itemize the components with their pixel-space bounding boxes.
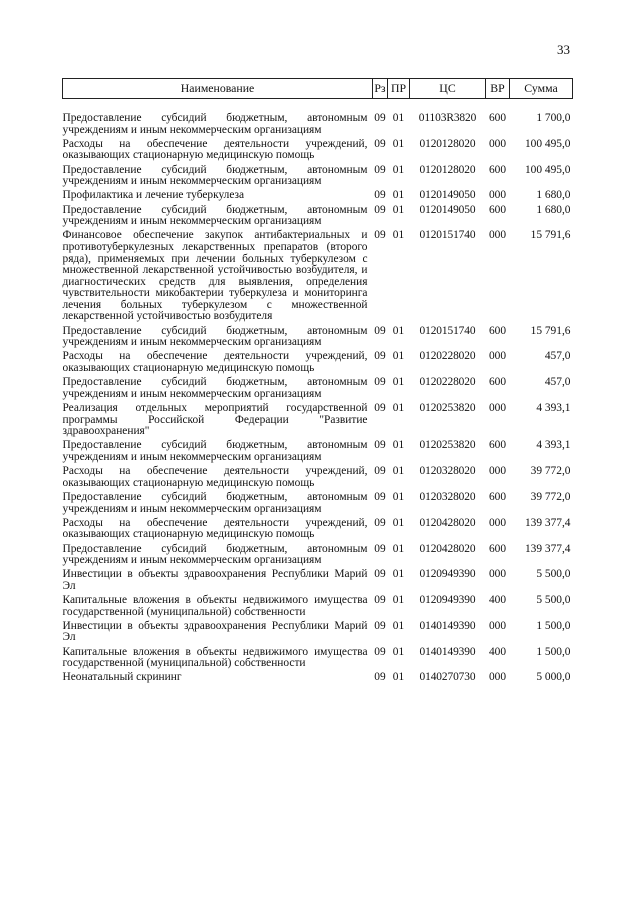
cell-rz: 09 <box>374 516 386 529</box>
column-header-name: Наименование <box>63 79 373 99</box>
table-row <box>63 326 573 352</box>
cell-rz: 09 <box>374 568 386 581</box>
cell-vr: 600 <box>488 376 507 389</box>
cell-cs: 0120328020 <box>419 465 476 478</box>
cell-cs: 0120428020 <box>419 516 476 529</box>
cell-rz: 09 <box>374 619 386 632</box>
cell-rz: 09 <box>374 439 386 452</box>
cell-pr: 01 <box>392 112 405 124</box>
cell-cs: 0120128020 <box>419 137 476 150</box>
cell-vr: 000 <box>488 402 507 414</box>
cell-rz: 09 <box>374 645 386 658</box>
cell-pr: 01 <box>392 568 405 581</box>
cell-name: Профилактика и лечение туберкулеза <box>62 189 245 202</box>
cell-name: Предоставление субсидий бюджетным, автономным учреждениям и иным некоммерческим организациям <box>62 376 368 400</box>
cell-pr: 01 <box>392 439 405 452</box>
cell-sum: 457,0 <box>544 376 571 389</box>
cell-cs: 0120151740 <box>419 324 476 337</box>
cell-cs: 0120949390 <box>419 568 476 581</box>
cell-name: Предоставление субсидий бюджетным, автономным учреждениям и иным некоммерческим организациям <box>62 163 368 188</box>
page-number: 33 <box>557 42 570 57</box>
cell-name: Капитальные вложения в объекты недвижимого имущества государственной (муниципальной) собственности <box>62 645 368 670</box>
table-row <box>63 466 573 492</box>
table-row <box>63 544 573 570</box>
cell-pr: 01 <box>392 542 405 555</box>
cell-pr: 01 <box>392 402 405 414</box>
cell-pr: 01 <box>392 376 405 389</box>
cell-rz: 09 <box>374 350 386 363</box>
table-row <box>63 569 573 595</box>
cell-sum: 4 393,1 <box>536 439 571 452</box>
column-header-cs: ЦС <box>410 79 486 99</box>
cell-name: Капитальные вложения в объекты недвижимого имущества государственной (муниципальной) собственности <box>62 594 368 618</box>
cell-cs: 01103R3820 <box>418 112 477 124</box>
header-spacer <box>63 99 573 114</box>
cell-name: Предоставление субсидий бюджетным, автономным учреждениям и иным некоммерческим организациям <box>62 439 368 463</box>
cell-vr: 000 <box>488 516 507 529</box>
table-row <box>63 440 573 466</box>
cell-pr: 01 <box>392 324 405 337</box>
cell-pr: 01 <box>392 671 405 684</box>
cell-vr: 000 <box>488 671 507 684</box>
cell-vr: 000 <box>488 350 507 363</box>
cell-rz: 09 <box>374 324 386 337</box>
cell-sum: 4 393,1 <box>536 402 571 414</box>
cell-vr: 000 <box>488 568 507 581</box>
cell-vr: 600 <box>488 490 507 503</box>
cell-vr: 400 <box>488 645 507 658</box>
cell-rz: 09 <box>374 594 386 607</box>
cell-rz: 09 <box>374 203 386 216</box>
cell-sum: 100 495,0 <box>524 137 571 150</box>
cell-vr: 600 <box>488 203 507 216</box>
cell-rz: 09 <box>374 137 386 150</box>
cell-vr: 000 <box>488 619 507 632</box>
cell-pr: 01 <box>392 594 405 607</box>
cell-name: Неонатальный скрининг <box>62 671 182 684</box>
cell-rz: 09 <box>374 465 386 478</box>
cell-rz: 09 <box>374 402 386 414</box>
cell-pr: 01 <box>392 350 405 363</box>
cell-name: Расходы на обеспечение деятельности учреждений, оказывающих стационарную медицинскую помощь <box>62 465 368 489</box>
cell-sum: 5 000,0 <box>536 671 571 684</box>
cell-name: Реализация отдельных мероприятий государственной программы Российской Федерации "Развитие здравоохранения" <box>62 402 368 438</box>
cell-cs: 0120428020 <box>419 542 476 555</box>
cell-sum: 1 500,0 <box>536 645 571 658</box>
table-row <box>63 595 573 621</box>
table-row <box>63 492 573 518</box>
cell-rz: 09 <box>374 376 386 389</box>
cell-sum: 39 772,0 <box>530 490 571 503</box>
cell-cs: 0120149050 <box>419 189 476 202</box>
column-header-vr: ВР <box>486 79 510 99</box>
cell-cs: 0120151740 <box>419 229 476 242</box>
cell-pr: 01 <box>392 619 405 632</box>
cell-pr: 01 <box>392 137 405 150</box>
table-row <box>63 621 573 647</box>
cell-name: Расходы на обеспечение деятельности учреждений, оказывающих стационарную медицинскую помощь <box>62 137 368 162</box>
table-body <box>63 99 573 687</box>
cell-name: Предоставление субсидий бюджетным, автономным учреждениям и иным некоммерческим организациям <box>62 542 368 567</box>
cell-sum: 1 500,0 <box>536 619 571 632</box>
cell-name: Расходы на обеспечение деятельности учреждений, оказывающих стационарную медицинскую помощь <box>62 350 368 375</box>
table-row <box>63 190 573 204</box>
table-row <box>63 518 573 544</box>
column-header-rz: Рз <box>373 79 388 99</box>
cell-sum: 139 377,4 <box>524 516 571 529</box>
cell-vr: 600 <box>488 324 507 337</box>
cell-vr: 000 <box>488 229 507 242</box>
cell-pr: 01 <box>392 645 405 658</box>
table-row <box>63 403 573 440</box>
cell-rz: 09 <box>374 229 386 242</box>
cell-rz: 09 <box>374 542 386 555</box>
cell-cs: 0120949390 <box>419 594 476 607</box>
cell-sum: 15 791,6 <box>530 324 571 337</box>
cell-vr: 000 <box>488 465 507 478</box>
cell-rz: 09 <box>374 671 386 684</box>
cell-cs: 0140270730 <box>419 671 476 684</box>
cell-sum: 100 495,0 <box>524 163 571 176</box>
budget-table <box>62 78 573 687</box>
cell-pr: 01 <box>392 465 405 478</box>
table-row <box>63 205 573 231</box>
cell-pr: 01 <box>392 229 405 242</box>
cell-vr: 600 <box>488 112 507 124</box>
table-row <box>63 139 573 165</box>
cell-vr: 600 <box>488 542 507 555</box>
cell-vr: 400 <box>488 594 507 607</box>
table-header-row <box>63 79 573 99</box>
cell-sum: 1 680,0 <box>536 203 571 216</box>
cell-name: Инвестиции в объекты здравоохранения Республики Марий Эл <box>62 619 368 644</box>
cell-name: Инвестиции в объекты здравоохранения Республики Марий Эл <box>62 568 368 592</box>
cell-rz: 09 <box>374 163 386 176</box>
cell-cs: 0120228020 <box>419 376 476 389</box>
cell-vr: 600 <box>488 439 507 452</box>
cell-pr: 01 <box>392 490 405 503</box>
cell-cs: 0140149390 <box>419 645 476 658</box>
cell-pr: 01 <box>392 189 405 202</box>
table-row <box>63 165 573 191</box>
cell-name: Предоставление субсидий бюджетным, автономным учреждениям и иным некоммерческим организациям <box>62 490 368 515</box>
cell-cs: 0120149050 <box>419 203 476 216</box>
cell-sum: 457,0 <box>544 350 571 363</box>
cell-rz: 09 <box>374 490 386 503</box>
cell-cs: 0120328020 <box>419 490 476 503</box>
table-row <box>63 672 573 686</box>
table-row <box>63 351 573 377</box>
cell-sum: 139 377,4 <box>524 542 571 555</box>
cell-pr: 01 <box>392 516 405 529</box>
cell-sum: 5 500,0 <box>536 594 571 607</box>
cell-cs: 0120228020 <box>419 350 476 363</box>
cell-name: Финансовое обеспечение закупок антибактериальных и противотуберкулезных лекарственных препаратов (второго ряда), применяемых при лечении больных туберкулезом с множественной лекарственной устойчивостью возбудителя, и диагностических средств для выявления, определения чувствительности микобактерии туберкулеза и мониторинга лечения больных туберкулезом с множественной лекарственной устойчивостью возбудителя <box>62 229 368 323</box>
cell-rz: 09 <box>374 189 386 202</box>
cell-cs: 0140149390 <box>419 619 476 632</box>
table-row <box>63 647 573 673</box>
cell-sum: 5 500,0 <box>536 568 571 581</box>
cell-rz: 09 <box>374 112 386 124</box>
cell-name: Предоставление субсидий бюджетным, автономным учреждениям и иным некоммерческим организациям <box>62 324 368 349</box>
cell-vr: 600 <box>488 163 507 176</box>
cell-name: Предоставление субсидий бюджетным, автономным учреждениям и иным некоммерческим организациям <box>62 112 368 136</box>
table-row <box>63 230 573 325</box>
cell-sum: 1 680,0 <box>536 189 571 202</box>
cell-vr: 000 <box>488 137 507 150</box>
cell-pr: 01 <box>392 163 405 176</box>
column-header-sum: Сумма <box>510 79 573 99</box>
cell-sum: 15 791,6 <box>530 229 571 242</box>
cell-vr: 000 <box>488 189 507 202</box>
cell-sum: 39 772,0 <box>530 465 571 478</box>
cell-cs: 0120128020 <box>419 163 476 176</box>
cell-pr: 01 <box>392 203 405 216</box>
table-row <box>63 377 573 403</box>
cell-sum: 1 700,0 <box>536 112 571 124</box>
column-header-pr: ПР <box>388 79 410 99</box>
cell-name: Предоставление субсидий бюджетным, автономным учреждениям и иным некоммерческим организациям <box>62 203 368 228</box>
table-row <box>63 113 573 139</box>
cell-cs: 0120253820 <box>419 402 476 414</box>
cell-cs: 0120253820 <box>419 439 476 452</box>
cell-name: Расходы на обеспечение деятельности учреждений, оказывающих стационарную медицинскую помощь <box>62 516 368 541</box>
